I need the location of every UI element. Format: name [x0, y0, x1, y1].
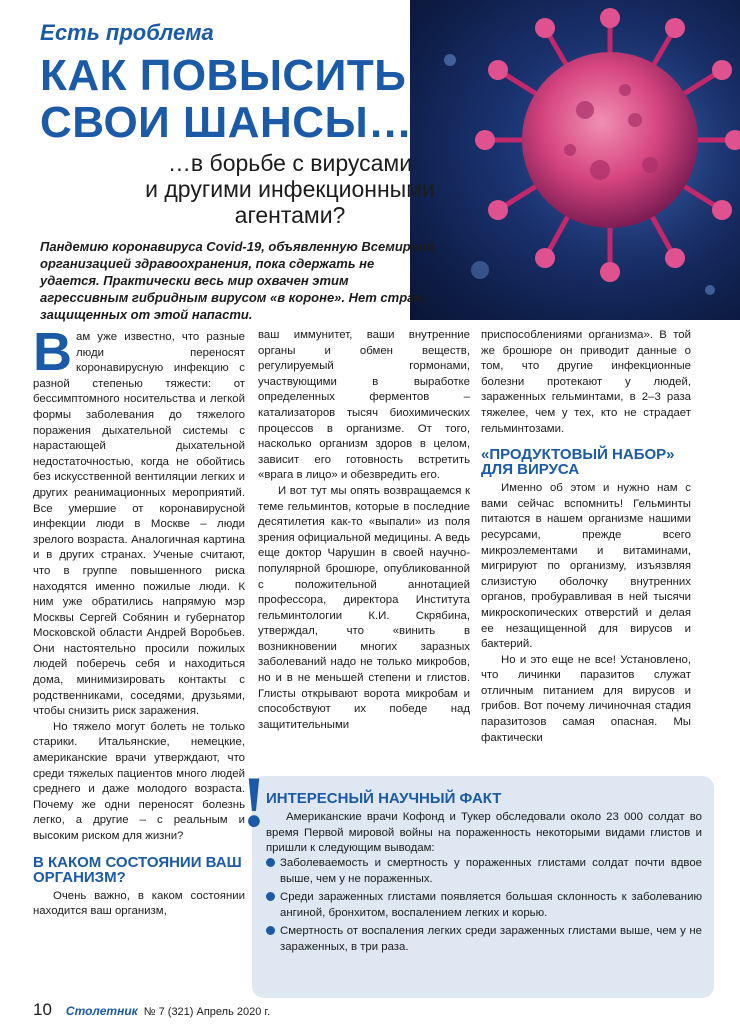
fact-box-title: ИНТЕРЕСНЫЙ НАУЧНЫЙ ФАКТ: [266, 790, 502, 807]
subtitle-line: и другими инфекционными: [145, 176, 435, 202]
drop-cap: В: [33, 322, 72, 382]
list-item-text: Заболеваемость и смертность у пораженных глистами солдат почти вдвое выше, чем у не пораженных.: [280, 857, 702, 885]
subtitle-line: …в борьбе с вирусами: [167, 150, 413, 176]
title-line: КАК ПОВЫСИТЬ: [40, 51, 407, 100]
paragraph: ваш иммунитет, ваши внутренние органы и обмен веществ, регулируемый гормонами, участвующими в выработке определенных ферментов – катализаторов тысяч биохимических процессов в организме. От того, насколько организм здоров в целом, зависит его готовность встретить «врага в лицо» и обезвредить его.: [258, 329, 470, 482]
paragraph: Очень важно, в каком состоянии находится ваш организм,: [33, 889, 245, 918]
list-item-text: Среди зараженных глистами появляется большая склонность к заболеванию ангиной, бронхитом, воспалением легких и корью.: [280, 891, 702, 919]
page-number: 10: [33, 1000, 52, 1019]
section-heading: В КАКОМ СОСТОЯНИИ ВАШ ОРГАНИЗМ?: [33, 853, 242, 886]
article-subtitle: [140, 150, 440, 228]
paragraph: Но тяжело могут болеть не только старики. Итальянские, немецкие, американские врачи утверждают, что среди тяжелых пациентов много людей среднего и даже молодого возраста. Почему же одни переносят болезнь легко, а другие – с реальным и высоким риском для жизни?: [33, 720, 245, 842]
rubric-tag: Есть проблема: [40, 20, 214, 45]
paragraph: ам уже известно, что разные люди переносят коронавирусную инфекцию с разной степенью тяжести: от бессимптомного носительства и легкой формы заболевания до тяжелого поражения дыхательной системы с нарастающей дыхательной недостаточностью, когда не обойтись без искусственной вентиляции легких и других реанимационных мероприятий. Все умершие от коронавирусной инфекции люди в Москве – люди зрелого возраста. Аналогичная картина и в других странах. Ученые считают, что в группе повышенного риска находятся именно пожилые люди. К ним уже обратились напрямую мэр Москвы Сергей Собянин и губернатор Московской области Андрей Воробьев. Они настоятельно просили пожилых людей поберечь себя и находиться дома, минимизировать контакты с родственниками, соседями, друзьями, чтобы снизить риск заражения.: [33, 331, 245, 718]
journal-name: Столетник: [65, 1004, 138, 1018]
title-line: СВОИ ШАНСЫ…: [40, 98, 413, 147]
bullet-icon: [266, 858, 275, 867]
subtitle-line: агентами?: [234, 202, 346, 228]
bullet-icon: [266, 926, 275, 935]
article-header: [0, 0, 740, 320]
coronavirus-illustration: [410, 0, 740, 320]
fact-list: [266, 856, 702, 959]
column-1: [33, 322, 245, 920]
list-item: [266, 924, 702, 955]
paragraph: приспособлениями организма». В той же брошюре он приводит данные о том, что другие инфекционные болезни протекают у людей, зараженных гельминтами, в 2–3 раза тяжелее, чем у тех, кто не страдает гельминтозами.: [481, 329, 691, 435]
exclamation-icon: !: [242, 762, 266, 842]
page-footer: [33, 1000, 270, 1024]
article-title: [40, 52, 440, 146]
column-3: [481, 328, 691, 746]
issue-info: № 7 (321) Апрель 2020 г.: [143, 1006, 271, 1018]
article-lead: Пандемию коронавируса Covid-19, объявленную Всемирной организацией здравоохранения, пока сдержать не удается. Практически весь мир охвачен этим агрессивным гибридным вирусом «в короне». Нет стран, защищенных от этой напасти.: [40, 239, 435, 322]
list-item-text: Смертность от воспаления легких среди зараженных глистами выше, чем у не зараженных, в три раза.: [280, 925, 702, 953]
fact-box-intro: Американские врачи Кофонд и Тукер обследовали около 23 000 солдат во время Первой мировой войны на пораженность некоторыми видами глистов и пришли к следующим выводам:: [266, 811, 702, 855]
column-2: [258, 328, 470, 733]
virus-icon: [410, 0, 740, 320]
list-item: [266, 856, 702, 887]
paragraph: Именно об этом и нужно нам с вами сейчас вспомнить! Гельминты питаются в нашем организме нашими ресурсами, прежде всего микроэлементами и витаминами, мигрируют по организму, изъязвляя слизистую оболочку внутренних органов, пробуравливая в ней тысячи микроскопических отверстий и делая ее незащищенной для вирусов и бактерий.: [481, 482, 691, 651]
paragraph: Но и это еще не все! Установлено, что личинки паразитов служат отличным питанием для вирусов и грибов. Вот почему личиночная стадия паразитозов самая опасная. Мы фактически: [481, 653, 691, 744]
fact-box: [252, 776, 714, 998]
bullet-icon: [266, 892, 275, 901]
list-item: [266, 890, 702, 921]
section-heading: «ПРОДУКТОВЫЙ НАБОР» ДЛЯ ВИРУСА: [481, 446, 675, 479]
paragraph: И вот тут мы опять возвращаемся к теме гельминтов, которые в последние десятилетия как-то «выпали» из поля зрения официальной медицины. А ведь еще доктор Чарушин в своей научно-популярной брошюре, опубликованной с положительной аннотацией профессора, директора Института гельминтологии К.И. Скрябина, утверждал, что «винить в возникновении многих заразных заболеваний надо не только микробов, но и в не меньшей степени и глистов. Глисты открывают ворота микробам и способствуют их победе над защитительными: [258, 484, 470, 731]
